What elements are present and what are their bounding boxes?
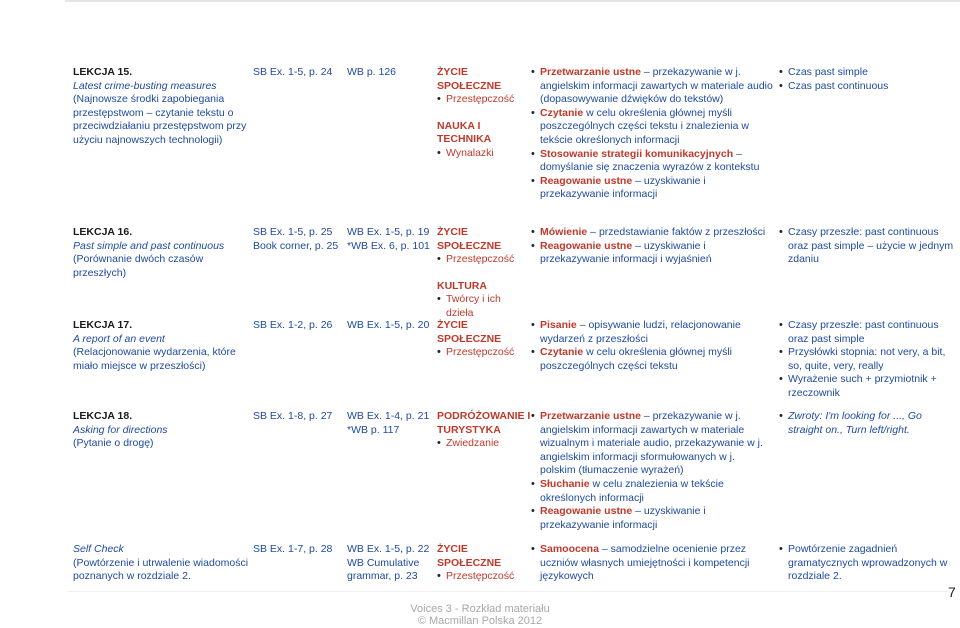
skill-item — [531, 505, 773, 532]
skill-name: Stosowanie strategii komunikacyjnych — [540, 147, 734, 160]
grammar-item: • Czas past simple — [779, 66, 959, 80]
footer-title: Voices 3 - Rozkład materiału — [410, 603, 550, 615]
sb-cell — [253, 226, 345, 253]
page-number: 7 — [948, 584, 956, 600]
skill-description: – przedstawianie faktów z przeszłości — [587, 226, 766, 238]
skill-name: Mówienie — [540, 226, 588, 238]
skill-description: – samodzielne ocenienie przez uczniów własnych umiejętności i kompetencji językowych — [540, 543, 750, 583]
lesson-number: LEKCJA 18. — [73, 410, 133, 422]
skill-description: – domyślanie się znaczenia wyrazów z kontekstu — [540, 147, 760, 174]
topic-cell — [437, 410, 531, 451]
skill-name: Reagowanie ustne — [540, 174, 633, 187]
topic-heading: PODRÓŻOWANIE I TURYSTYKA — [437, 410, 531, 436]
lesson-cell — [73, 226, 251, 280]
skill-item — [531, 410, 773, 478]
lesson-subtitle: (Pytanie o drogę) — [73, 437, 154, 450]
skill-name: Samoocena — [540, 543, 599, 555]
lesson-subtitle: (Najnowsze środki zapobiegania przestępstwom – czytanie tekstu o przeciwdziałaniu przestępstwom przy użyciu najnowszych technologii) — [73, 93, 247, 146]
top-rule — [65, 0, 960, 2]
wb-ref: WB p. 126 — [347, 66, 397, 78]
skill-item — [531, 346, 773, 373]
skill-description: – uzyskiwanie i przekazywanie informacji — [540, 505, 706, 531]
topic-item: • Przestępczość — [437, 346, 531, 360]
wb-cell — [347, 66, 435, 80]
grammar-item: • Czas past continuous — [779, 80, 959, 94]
skill-item — [531, 66, 773, 107]
lesson-number: LEKCJA 16. — [73, 226, 133, 238]
topic-item: • Zwiedzanie — [437, 437, 531, 451]
lesson-subtitle: (Relacjonowanie wydarzenia, które miało miejsce w przeszłości) — [73, 346, 236, 372]
grammar-item: • Czasy przeszłe: past continuous oraz past simple – użycie w jednym zdaniu — [779, 226, 959, 267]
topic-cell — [437, 226, 531, 321]
wb-cell — [347, 410, 435, 437]
wb-cell — [347, 319, 435, 333]
skill-item — [531, 148, 773, 175]
skill-description: – przekazywanie w j. angielskim informacji zawartych w materiale wizualnym i materiale audio, przekazywanie w j. angielskim informacji sformułowanych w j. polskim (tłumaczenie wyrażeń) — [540, 410, 763, 477]
sb-cell — [253, 319, 345, 333]
topic-cell — [437, 319, 531, 360]
topic-item: • Wynalazki — [437, 147, 531, 161]
lesson-subtitle: (Porównanie dwóch czasów przeszłych) — [73, 253, 204, 279]
lesson-title: Asking for directions — [73, 423, 168, 436]
skill-name: Przetwarzanie ustne — [540, 66, 641, 78]
lesson-number: LEKCJA 15. — [73, 66, 133, 78]
skill-item — [531, 226, 773, 240]
topic-heading: ŻYCIE SPOŁECZNE — [437, 226, 502, 252]
wb-ref: WB Ex. 1-4, p. 21 — [347, 410, 430, 422]
wb-ref: *WB p. 117 — [347, 423, 400, 436]
skill-name: Przetwarzanie ustne — [540, 410, 641, 422]
skill-item — [531, 478, 773, 505]
skill-item — [531, 319, 773, 346]
sb-ref: SB Ex. 1-2, p. 26 — [253, 319, 333, 331]
skill-name: Czytanie — [540, 106, 584, 119]
skill-description: w celu określenia głównej myśli poszczególnych części tekstu — [540, 346, 732, 372]
topic-heading: NAUKA I TECHNIKA — [437, 119, 492, 146]
sb-cell — [253, 410, 345, 424]
topic-heading: ŻYCIE SPOŁECZNE — [437, 66, 502, 92]
topic-item: • Przestępczość — [437, 253, 531, 267]
lesson-cell — [73, 66, 251, 148]
lesson-title: Self Check — [73, 543, 124, 555]
wb-ref: WB Ex. 1-5, p. 20 — [347, 319, 430, 331]
grammar-cell — [779, 543, 959, 584]
grammar-item: • Przysłówki stopnia: not very, a bit, so, quite, very, really — [779, 346, 959, 373]
lesson-cell — [73, 543, 251, 584]
lesson-cell — [73, 410, 251, 451]
footer-copyright: © Macmillan Polska 2012 — [417, 615, 543, 627]
wb-cell — [347, 543, 435, 584]
lesson-title: Past simple and past continuous — [73, 239, 225, 252]
wb-ref: *WB Ex. 6, p. 101 — [347, 239, 430, 252]
skill-description: – opisywanie ludzi, relacjonowanie wydarzeń z przeszłości — [540, 319, 741, 345]
wb-cell — [347, 226, 435, 253]
topic-item: • Przestępczość — [437, 570, 531, 584]
topic-cell — [437, 66, 531, 161]
grammar-item: • Zwroty: I'm looking for ..., Go straight on., Turn left/right. — [779, 410, 959, 437]
skill-item — [531, 543, 773, 584]
skill-item — [531, 175, 773, 202]
skill-description: – uzyskiwanie i przekazywanie informacji — [540, 174, 706, 201]
skills-cell — [531, 319, 773, 373]
lesson-title: A report of an event — [73, 332, 165, 345]
sb-ref: SB Ex. 1-7, p. 28 — [253, 543, 333, 555]
skill-name: Czytanie — [540, 346, 584, 359]
skills-cell — [531, 226, 773, 267]
grammar-cell — [779, 410, 959, 437]
sb-cell — [253, 66, 345, 80]
grammar-item: • Powtórzenie zagadnień gramatycznych wprowadzonych w rozdziale 2. — [779, 543, 959, 584]
wb-ref: WB Cumulative grammar, p. 23 — [347, 556, 420, 583]
lesson-cell — [73, 319, 251, 373]
skills-cell — [531, 410, 773, 532]
skill-name: Reagowanie ustne — [540, 239, 633, 252]
grammar-cell — [779, 226, 959, 267]
skill-description: – przekazywanie w j. angielskim informacji zawartych w materiale audio (dopasowywanie dźwięków do tekstów) — [540, 66, 773, 106]
wb-ref: WB Ex. 1-5, p. 22 — [347, 543, 430, 555]
skills-cell — [531, 543, 773, 584]
skill-name: Reagowanie ustne — [540, 505, 633, 518]
bottom-rule — [68, 591, 950, 592]
sb-ref: SB Ex. 1-5, p. 25 — [253, 226, 333, 238]
lesson-title: Latest crime-busting measures — [73, 79, 217, 92]
skill-description: w celu znalezienia w tekście określonych informacji — [540, 477, 724, 504]
skill-name: Pisanie — [540, 319, 577, 331]
wb-ref: WB Ex. 1-5, p. 19 — [347, 226, 430, 238]
grammar-item: • Czasy przeszłe: past continuous oraz past simple — [779, 319, 959, 346]
skill-description: w celu określenia głównej myśli poszczególnych części tekstu i znalezienia w tekście określonych informacji — [540, 106, 749, 146]
sb-cell — [253, 543, 345, 557]
skills-cell — [531, 66, 773, 202]
lesson-number: LEKCJA 17. — [73, 319, 133, 331]
skill-description: – uzyskiwanie i przekazywanie informacji i wyjaśnień — [540, 239, 712, 266]
grammar-item: • Wyrażenie such + przymiotnik + rzeczownik — [779, 373, 959, 400]
grammar-cell — [779, 66, 959, 93]
topic-cell — [437, 543, 531, 584]
sb-ref: Book corner, p. 25 — [253, 239, 339, 252]
topic-heading: KULTURA — [437, 279, 487, 292]
sb-ref: SB Ex. 1-5, p. 24 — [253, 66, 333, 78]
sb-ref: SB Ex. 1-8, p. 27 — [253, 410, 333, 422]
topic-heading: ŻYCIE SPOŁECZNE — [437, 543, 502, 569]
skill-item — [531, 240, 773, 267]
topic-item: • Twórcy i ich dzieła — [437, 293, 504, 320]
skill-item — [531, 107, 773, 148]
topic-item: • Przestępczość — [437, 93, 531, 107]
skill-name: Słuchanie — [540, 477, 590, 490]
grammar-cell — [779, 319, 959, 401]
lesson-subtitle: (Powtórzenie i utrwalenie wiadomości poznanych w rozdziale 2. — [73, 556, 249, 583]
topic-heading: ŻYCIE SPOŁECZNE — [437, 319, 502, 345]
